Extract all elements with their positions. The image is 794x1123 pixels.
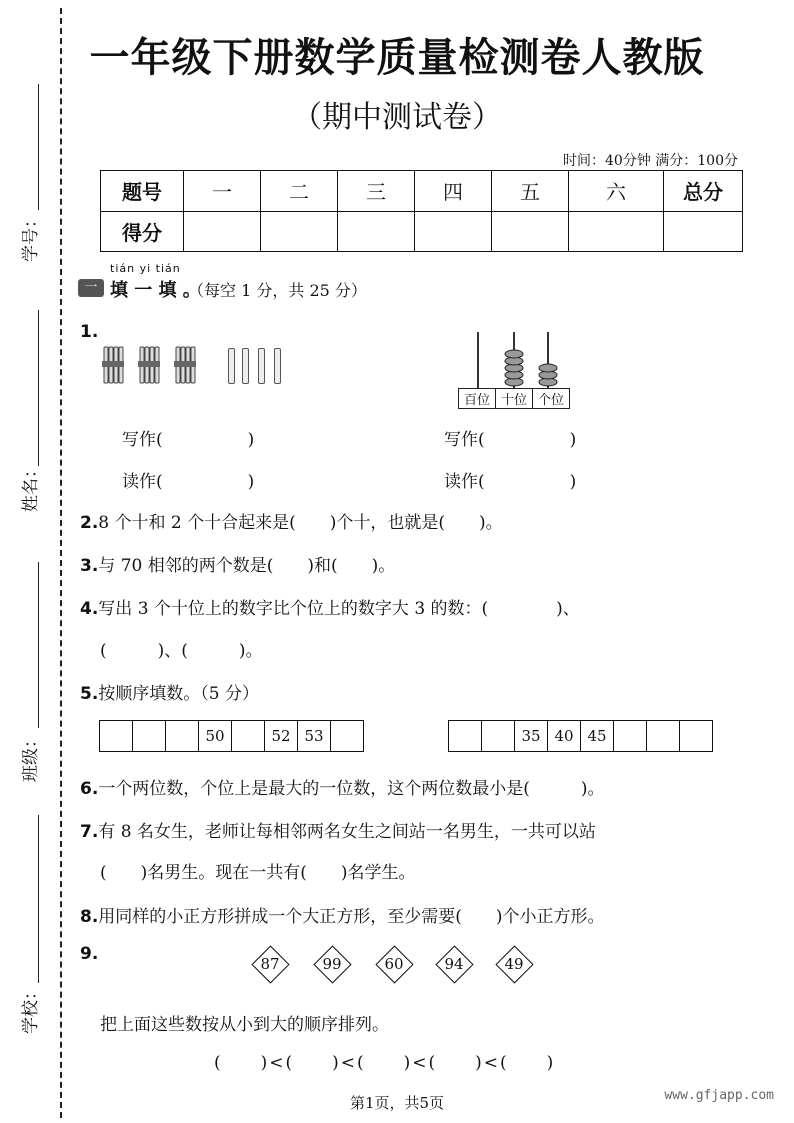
seq-cell[interactable] bbox=[680, 721, 712, 751]
single-stick-icon bbox=[258, 348, 265, 384]
number-diamond: 94 bbox=[436, 946, 472, 982]
score-header-cell: 二 bbox=[261, 171, 338, 212]
abacus-label: 个位 bbox=[537, 393, 564, 408]
time-info: 时间：40分钟 满分：100分 bbox=[563, 153, 738, 169]
section-badge: 一 bbox=[78, 279, 104, 297]
student-id-label: 学号： bbox=[21, 211, 41, 262]
section-title: 填 一 填 。 bbox=[110, 280, 201, 301]
score-row-label: 得分 bbox=[101, 211, 184, 252]
stick-bundle-icon bbox=[174, 345, 196, 385]
score-cell[interactable] bbox=[261, 211, 338, 252]
score-cell[interactable] bbox=[184, 211, 261, 252]
name-line bbox=[38, 310, 39, 466]
abacus-icon bbox=[458, 330, 568, 390]
seq-cell: 52 bbox=[265, 721, 298, 751]
question-number: 3. bbox=[80, 556, 99, 576]
score-cell[interactable] bbox=[492, 211, 569, 252]
number-sequence-1 bbox=[99, 720, 364, 752]
question-text: 与 70 相邻的两个数是( )和( )。 bbox=[98, 556, 396, 576]
seq-cell[interactable] bbox=[331, 721, 363, 751]
abacus-label: 十位 bbox=[496, 389, 533, 408]
seq-cell[interactable] bbox=[614, 721, 647, 751]
single-stick-icon bbox=[228, 348, 235, 384]
binding-dashed-line bbox=[60, 8, 62, 1118]
question-text: 有 8 名女生，老师让每相邻两名女生之间站一名男生，一共可以站 bbox=[98, 822, 596, 842]
single-stick-icon bbox=[242, 348, 249, 384]
score-cell[interactable] bbox=[664, 211, 743, 252]
seq-cell[interactable] bbox=[232, 721, 265, 751]
question-text: 写出 3 个十位上的数字比个位上的数字大 3 的数：( )、 bbox=[98, 599, 580, 619]
question-text: 把上面这些数按从小到大的顺序排列。 bbox=[100, 1015, 389, 1035]
name-label: 姓名： bbox=[21, 461, 41, 512]
score-header-cell: 题号 bbox=[101, 171, 184, 212]
number-diamond: 49 bbox=[496, 946, 532, 982]
seq-cell[interactable] bbox=[482, 721, 515, 751]
question-text: 按顺序填数。（5 分） bbox=[98, 684, 260, 704]
question-number: 7. bbox=[80, 822, 99, 842]
seq-cell: 50 bbox=[199, 721, 232, 751]
score-header-cell: 六 bbox=[569, 171, 664, 212]
question-number: 9. bbox=[80, 944, 99, 964]
section-note: （每空 1 分，共 25 分） bbox=[188, 281, 367, 300]
number-sequence-2 bbox=[448, 720, 713, 752]
student-id-line bbox=[38, 84, 39, 210]
stick-bundle-icon bbox=[138, 345, 160, 385]
seq-cell: 35 bbox=[515, 721, 548, 751]
abacus-label: 百位 bbox=[459, 389, 496, 408]
section-pinyin: tián yi tián bbox=[110, 262, 181, 275]
score-header-cell: 五 bbox=[492, 171, 569, 212]
seq-cell: 40 bbox=[548, 721, 581, 751]
question-number: 1. bbox=[80, 322, 99, 342]
ordering-blanks[interactable]: ( )<( )<( )<( )<( ) bbox=[214, 1053, 556, 1073]
score-table bbox=[100, 170, 743, 252]
question-number: 4. bbox=[80, 599, 99, 619]
seq-cell: 53 bbox=[298, 721, 331, 751]
number-diamond: 99 bbox=[314, 946, 350, 982]
school-line bbox=[38, 815, 39, 983]
read-blank-left[interactable]: 读作( ) bbox=[122, 472, 255, 492]
question-number: 8. bbox=[80, 907, 99, 927]
seq-cell[interactable] bbox=[449, 721, 482, 751]
number-diamond: 87 bbox=[252, 946, 288, 982]
seq-cell[interactable] bbox=[647, 721, 680, 751]
score-header-cell: 四 bbox=[415, 171, 492, 212]
write-blank-left[interactable]: 写作( ) bbox=[122, 430, 255, 450]
score-header-cell: 三 bbox=[338, 171, 415, 212]
score-value-row bbox=[101, 211, 743, 252]
single-stick-icon bbox=[274, 348, 281, 384]
question-text: ( )、( )。 bbox=[100, 641, 263, 661]
number-diamond: 60 bbox=[376, 946, 412, 982]
page-subtitle: （期中测试卷） bbox=[292, 100, 502, 135]
seq-cell[interactable] bbox=[133, 721, 166, 751]
seq-cell[interactable] bbox=[100, 721, 133, 751]
class-line bbox=[38, 562, 39, 728]
question-text: 一个两位数，个位上是最大的一位数，这个两位数最小是( )。 bbox=[98, 779, 605, 799]
stick-bundle-icon bbox=[102, 345, 124, 385]
watermark: www.gfjapp.com bbox=[664, 1088, 774, 1103]
question-text: ( )名男生。现在一共有( )名学生。 bbox=[100, 863, 416, 883]
seq-cell: 45 bbox=[581, 721, 614, 751]
question-number: 6. bbox=[80, 779, 99, 799]
write-blank-right[interactable]: 写作( ) bbox=[444, 430, 577, 450]
question-text: 8 个十和 2 个十合起来是( )个十，也就是( )。 bbox=[98, 513, 503, 533]
score-cell[interactable] bbox=[338, 211, 415, 252]
score-header-cell: 总分 bbox=[664, 171, 743, 212]
school-label: 学校： bbox=[21, 983, 41, 1034]
abacus-labels bbox=[458, 388, 570, 409]
page-footer: 第1页，共5页 bbox=[349, 1094, 445, 1112]
question-text: 用同样的小正方形拼成一个大正方形，至少需要( )个小正方形。 bbox=[98, 907, 605, 927]
read-blank-right[interactable]: 读作( ) bbox=[444, 472, 577, 492]
class-label: 班级： bbox=[21, 731, 41, 782]
score-cell[interactable] bbox=[569, 211, 664, 252]
question-number: 5. bbox=[80, 684, 99, 704]
score-header-cell: 一 bbox=[184, 171, 261, 212]
page-title: 一年级下册数学质量检测卷人教版 bbox=[89, 34, 705, 81]
seq-cell[interactable] bbox=[166, 721, 199, 751]
question-number: 2. bbox=[80, 513, 99, 533]
score-header-row bbox=[101, 171, 743, 212]
score-cell[interactable] bbox=[415, 211, 492, 252]
